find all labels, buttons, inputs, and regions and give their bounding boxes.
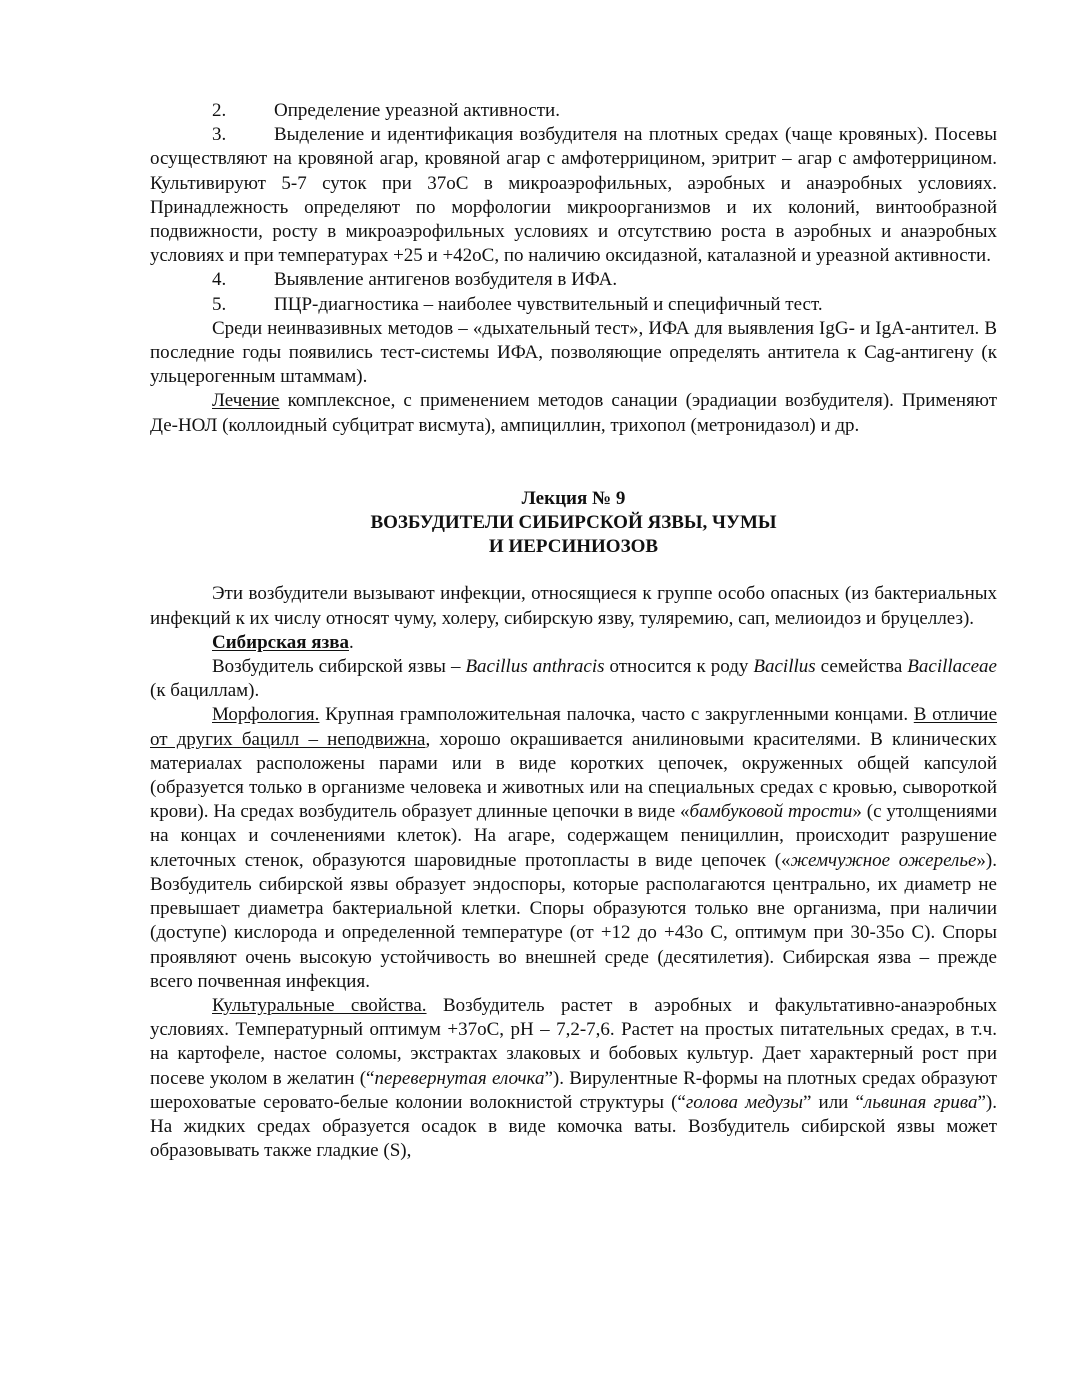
list-item [150,123,997,268]
text-run: ”). Вирулентные R-формы на плотных средах образуют шероховатые серовато-белые колонии волокнистой структуры (“ [150,1067,998,1113]
morphology-label: Морфология. [212,704,320,726]
text-run: » (с утолщениями на концах и сочленениями клеток). На агаре, содержащем пенициллин, происходит разрушение клеточных стенок, образуются шаровидные протопласты в виде цепочек (« [150,801,997,871]
italic-term: голова медузы [685,1091,803,1113]
italic-term: львиная грива [863,1091,978,1113]
text-run: семейства [815,656,908,678]
italic-term: жемчужное ожерелье [790,849,977,871]
list-text: Определение уреазной активности. [274,100,560,121]
list-item [150,268,997,292]
paragraph-treatment [150,389,997,437]
text-run: »). Возбудитель сибирской язвы образует эндоспоры, которые располагаются центрально, их диаметр не превышает диаметра бактериальной клетки. Споры образуются только вне организма, при наличии (доступе) кислорода и определенной температуре (от +12 до +43о С, оптимум при 30-35о С). Споры проявляют очень высокую устойчивость во внешней среде (десятилетия). Сибирская язва – прежде всего почвенная инфекция. [150,849,997,992]
lecture-number: Лекция № 9 [521,487,626,509]
list-number: 4. [212,269,227,291]
text-run: ”). На жидких средах образуется осадок в виде комочка ваты. Возбудитель сибирской язвы может образовывать также гладкие (S), [150,1091,998,1162]
text-run: (к бациллам). [150,680,260,702]
heading-punctuation: . [348,631,354,653]
text-run: относится к роду [604,656,754,678]
italic-term: перевернутая елочка [374,1067,545,1089]
list-number: 5. [212,293,227,315]
anthrax-heading: Сибирская язва [212,631,349,653]
underlined-phrase: В отличие от других бацилл – неподвижна [150,704,998,750]
text-run: Возбудитель растет в аэробных и факультативно-анаэробных условиях. Температурный оптимум +37оС, рН – 7,2-7,6. Растет на простых питательных средах, в т.ч. на картофеле, настое соломы, экстрактах злаковых и бобовых культур. Дает характерный рост при посеве уколом в желатин (“ [150,994,997,1089]
paragraph-agent [150,655,997,703]
list-item [150,99,997,123]
paragraph-cultures: Посевы осуществляют на кровяной агар, кровяной агар с амфотеррицином, эритрит – агар с амфотеррицином. Культивируют 5-7 суток при 37оС в микроаэрофильных, аэробных и анаэробных условиях. Принадлежность определяют по морфологии микроорганизмов и их колоний, винтообразной подвижности, росту в микроаэрофильных условиях и отсутствию роста в аэробных и анаэробных условиях и при температурах +25 и +42оС, по наличию оксидазной, каталазной и уреазной активности. [150,124,998,267]
list-text: ПЦР-диагностика – наиболее чувствительный и специфичный тест. [274,293,823,315]
family-name: Bacillaceae [907,656,997,678]
culture-label: Культуральные свойства. [212,994,427,1016]
text-run: ” или “ [802,1091,864,1113]
text-run: Крупная грамположительная палочка, часто с закругленными концами. [319,704,914,726]
treatment-label: Лечение [212,390,280,412]
genus-name: Bacillus [753,656,816,678]
paragraph-intro: Эти возбудители вызывают инфекции, относящиеся к группе особо опасных (из бактериальных инфекций к их числу относят чуму, холеру, сибирскую язву, туляремию, сап, мелиоидоз и бруцеллез). [150,583,997,629]
list-text: Выявление антигенов возбудителя в ИФА. [274,269,618,291]
list-number: 2. [212,100,227,121]
paragraph-culture-properties [150,994,997,1163]
list-text: Выделение и идентификация возбудителя на плотных средах (чаще кровяных). [274,124,929,146]
text-run: Возбудитель сибирской язвы – [212,656,466,678]
italic-term: бамбуковой трости [689,801,853,823]
treatment-text: комплексное, с применением методов санации (эрадиации возбудителя). Применяют Де-НОЛ (коллоидный субцитрат висмута), ампициллин, трихопол (метронидазол) и др. [150,390,997,436]
list-item [150,293,997,317]
text-run: , хорошо окрашивается анилиновыми красителями. В клинических материалах расположены парами или в виде коротких цепочек, окруженных общей капсулой (образуется только в организме человека и животных или на специальных средах с кровью, сывороткой крови). На средах возбудитель образует длинные цепочки в виде « [150,728,997,823]
paragraph-morphology [150,703,997,993]
section-heading-anthrax [150,631,997,655]
document-page [150,99,997,1163]
species-name: Bacillus anthracis [465,656,605,678]
lecture-title-line1: ВОЗБУДИТЕЛИ СИБИРСКОЙ ЯЗВЫ, ЧУМЫ [370,512,777,534]
list-number: 3. [212,124,227,146]
paragraph-noninvasive: Среди неинвазивных методов – «дыхательный тест», ИФА для выявления IgG- и IgA-антител. В последние годы появились тест-системы ИФА, позволяющие определять антитела к Cag-антигену (к ульцерогенным штаммам). [150,317,997,388]
lecture-title-line2: И ИЕРСИНИОЗОВ [488,536,659,558]
